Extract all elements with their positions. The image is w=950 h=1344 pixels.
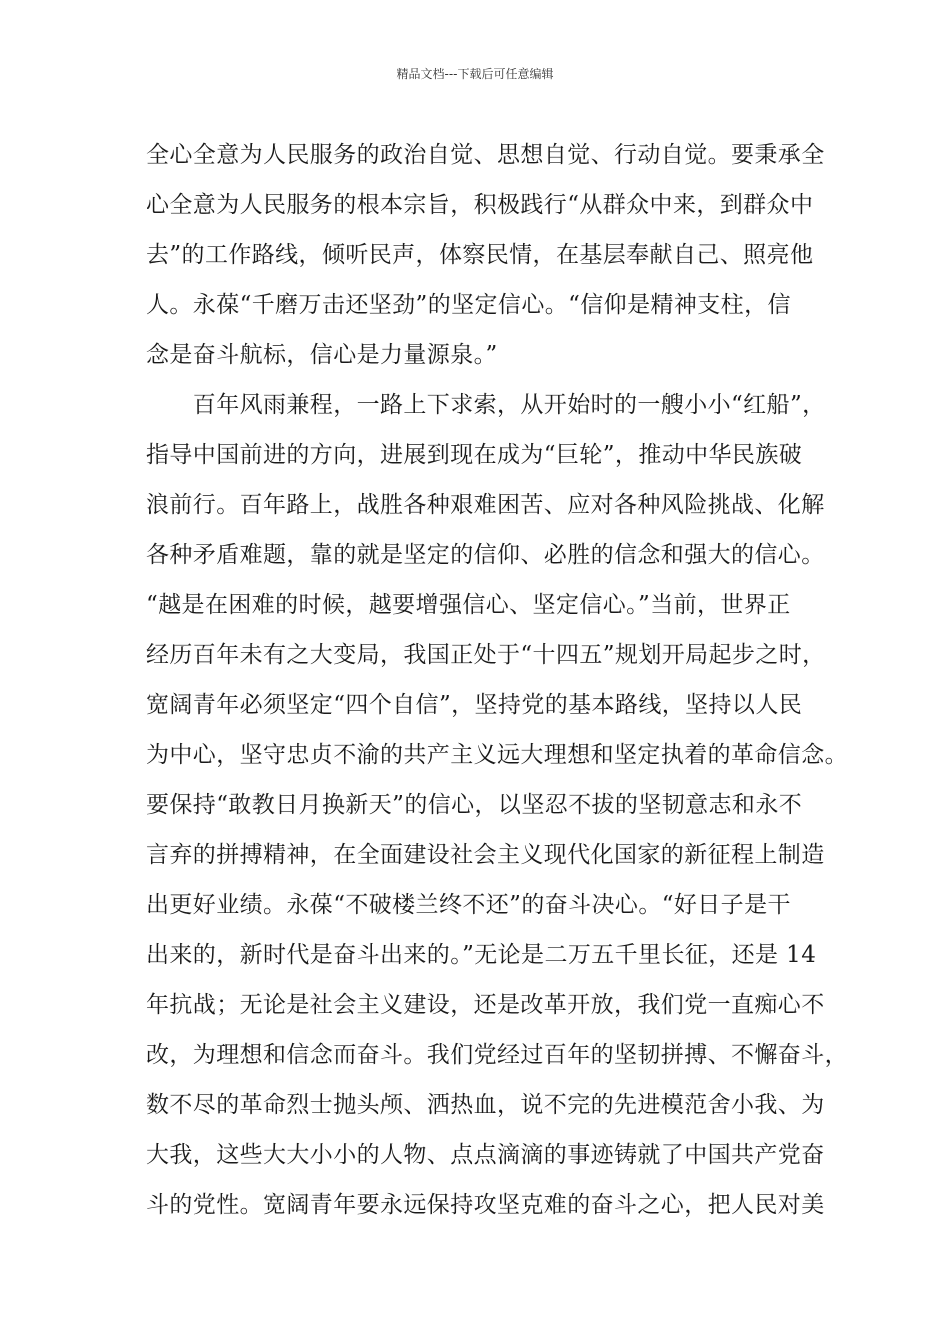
text-line: 心全意为人民服务的根本宗旨，积极践行“从群众中来，到群众中 [146, 192, 814, 218]
text-line: 数不尽的革命烈士抛头颅、洒热血，说不完的先进模范舍小我、为 [146, 1092, 825, 1118]
text-line: 出来的，新时代是奋斗出来的。”无论是二万五千里长征，还是 14 [146, 942, 817, 968]
text-line: 要保持“敢教日月换新天”的信心，以坚忍不拔的坚韧意志和永不 [146, 792, 803, 818]
text-line: 宽阔青年必须坚定“四个自信”，坚持党的基本路线，坚持以人民 [146, 692, 803, 718]
page-header: 精品文档---下载后可任意编辑 [396, 67, 554, 81]
text-line: 言弃的拼搏精神，在全面建设社会主义现代化国家的新征程上制造 [146, 842, 825, 868]
text-line: 去”的工作路线，倾听民声，体察民情，在基层奉献自己、照亮他 [146, 242, 814, 268]
text-line: 改，为理想和信念而奋斗。我们党经过百年的坚韧拼搏、不懈奋斗， [146, 1042, 848, 1068]
text-line: 斗的党性。宽阔青年要永远保持攻坚克难的奋斗之心，把人民对美 [146, 1192, 825, 1218]
text-line: “越是在困难的时候，越要增强信心、坚定信心。”当前，世界正 [146, 592, 791, 618]
document-body [146, 130, 848, 1230]
text-line: 念是奋斗航标，信心是力量源泉。” [146, 342, 498, 368]
text-line: 各种矛盾难题，靠的就是坚定的信仰、必胜的信念和强大的信心。 [146, 542, 825, 568]
text-line: 指导中国前进的方向，进展到现在成为“巨轮”，推动中华民族破 [146, 442, 803, 468]
text-line: 年抗战；无论是社会主义建设，还是改革开放，我们党一直痴心不 [146, 992, 825, 1018]
text-line: 经历百年未有之大变局，我国正处于“十四五”规划开局起步之时， [146, 642, 826, 668]
text-line: 全心全意为人民服务的政治自觉、思想自觉、行动自觉。要秉承全 [146, 142, 825, 168]
text-line: 百年风雨兼程，一路上下求索，从开始时的一艘小小“红船”， [146, 392, 826, 418]
text-line: 大我，这些大大小小的人物、点点滴滴的事迹铸就了中国共产党奋 [146, 1142, 825, 1168]
text-line: 为中心，坚守忠贞不渝的共产主义远大理想和坚定执着的革命信念。 [146, 742, 848, 768]
text-line: 人。永葆“千磨万击还坚劲”的坚定信心。“信仰是精神支柱，信 [146, 292, 791, 318]
text-line: 浪前行。百年路上，战胜各种艰难困苦、应对各种风险挑战、化解 [146, 492, 825, 518]
text-line: 出更好业绩。永葆“不破楼兰终不还”的奋斗决心。“好日子是干 [146, 892, 791, 918]
